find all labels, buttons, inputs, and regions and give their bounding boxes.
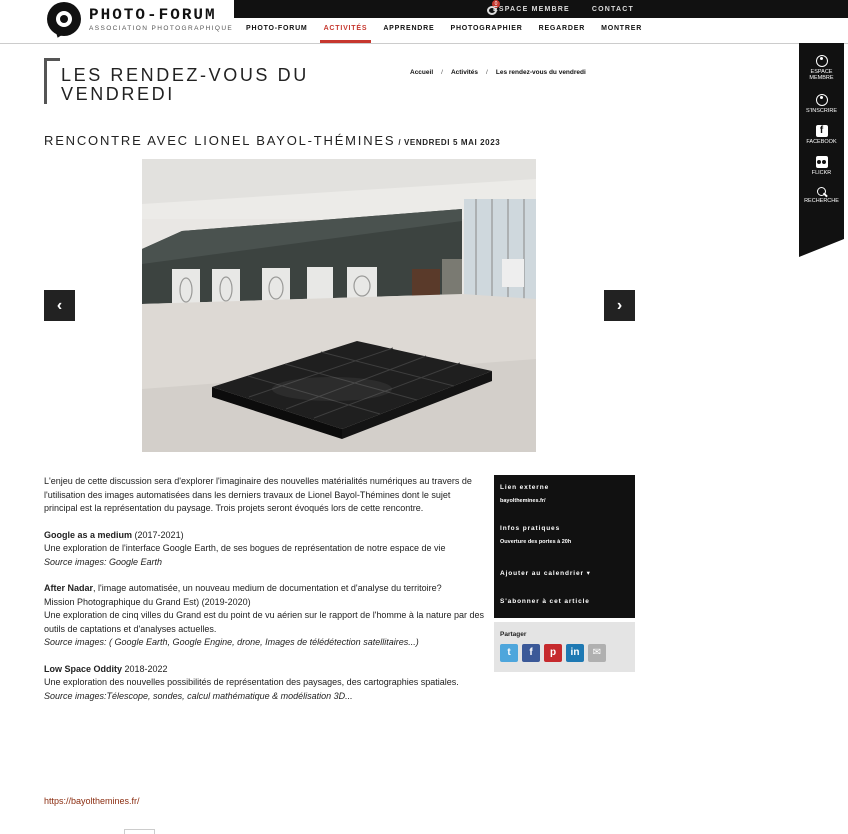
project-google: Google as a medium (2017-2021) Une exploration de l'interface Google Earth, de ses bogues de représentation de notre espace de vie Source images: Google Earth xyxy=(44,529,446,567)
source-line: Source images: ( Google Earth, Google Engine, drone, Images de télédétection satellitaires...) xyxy=(44,637,419,647)
linkedin-icon[interactable]: in xyxy=(566,644,584,662)
breadcrumb-current: Les rendez-vous du vendredi xyxy=(495,69,586,76)
top-bar xyxy=(234,0,848,18)
user-icon xyxy=(816,55,828,67)
title-corner-decoration xyxy=(44,58,60,104)
nav-montrer[interactable]: MONTRER xyxy=(601,25,643,32)
breadcrumb-home[interactable]: Accueil xyxy=(410,69,434,76)
external-link-value[interactable]: bayolthemines.fr/ xyxy=(500,498,546,504)
nav-photographier[interactable]: PHOTOGRAPHIER xyxy=(450,25,523,32)
source-line: Source images: Google Earth xyxy=(44,556,163,567)
subscribe-article-button[interactable]: S'abonner à cet article xyxy=(500,598,590,605)
logo[interactable] xyxy=(45,0,235,42)
practical-info-value: Ouverture des portes à 20h xyxy=(500,539,572,545)
side-inscrire[interactable] xyxy=(799,94,844,114)
side-flickr[interactable] xyxy=(799,156,844,176)
top-link-espace-membre[interactable]: ESPACE MEMBRE xyxy=(492,5,570,13)
nav-photo-forum[interactable]: PHOTO-FORUM xyxy=(246,25,308,32)
flickr-icon xyxy=(816,156,828,168)
nav-regarder[interactable]: REGARDER xyxy=(538,25,586,32)
side-label: ESPACE MEMBRE xyxy=(809,69,834,81)
logo-name: PHOTO-FORUM xyxy=(89,6,217,24)
user-add-icon xyxy=(816,94,828,106)
project-title: Low Space Oddity xyxy=(44,663,123,674)
search-icon xyxy=(817,187,826,196)
side-espace-membre[interactable] xyxy=(799,55,844,81)
main-nav xyxy=(238,20,650,44)
side-panel-tip xyxy=(799,239,844,257)
gallery-prev-button[interactable]: ‹ xyxy=(44,290,75,321)
article-body xyxy=(44,475,484,716)
event-title: RENCONTRE AVEC LIONEL BAYOL-THÉMINES xyxy=(44,133,396,148)
info-box xyxy=(494,475,635,618)
header-divider xyxy=(0,43,848,44)
breadcrumb: Accueil / Activités / Les rendez-vous du vendredi xyxy=(410,69,586,76)
facebook-share-icon[interactable]: f xyxy=(522,644,540,662)
external-link[interactable]: https://bayolthemines.fr/ xyxy=(44,796,140,806)
page-title: LES RENDEZ-VOUS DU VENDREDI xyxy=(61,65,309,104)
side-label: FACEBOOK xyxy=(806,139,837,145)
side-label: RECHERCHE xyxy=(804,198,839,204)
cart-count-badge: 0 xyxy=(492,0,500,8)
add-calendar-button[interactable]: Ajouter au calendrier ▾ xyxy=(500,570,591,577)
side-label: S'INSCRIRE xyxy=(806,108,837,114)
twitter-icon[interactable]: t xyxy=(500,644,518,662)
logo-subtitle: ASSOCIATION PHOTOGRAPHIQUE xyxy=(89,25,234,32)
project-low-space: Low Space Oddity 2018-2022 Une exploration des nouvelles possibilités de représentation des paysages, des cartographies spatiales. Source images:Télescope, sondes, calcul mathématique & modélisation 3D... xyxy=(44,663,459,701)
external-link-label: Lien externe xyxy=(500,484,550,491)
gallery-next-button[interactable]: › xyxy=(604,290,635,321)
event-heading xyxy=(44,133,500,148)
share-label: Partager xyxy=(500,631,527,638)
project-title: After Nadar xyxy=(44,583,94,593)
facebook-icon: f xyxy=(816,125,828,137)
nav-activites[interactable]: ACTIVITÉS xyxy=(316,20,376,43)
gallery-photo xyxy=(142,159,536,452)
intro-paragraph: L'enjeu de cette discussion sera d'explorer l'imaginaire des nouvelles matérialités numériques au travers de l'utilisation des images automatisées dans les derniers travaux de Lionel Bayol-Thémines dont le sujet principal est la représentation du paysage. Trois projets seront évoqués lors de cette rencontre. xyxy=(44,476,472,513)
share-box xyxy=(494,622,635,672)
page-footer-stub xyxy=(124,829,155,834)
nav-apprendre[interactable]: APPRENDRE xyxy=(383,25,435,32)
email-icon[interactable]: ✉ xyxy=(588,644,606,662)
side-panel xyxy=(799,43,844,239)
event-date: / VENDREDI 5 MAI 2023 xyxy=(398,138,501,147)
side-recherche[interactable] xyxy=(799,187,844,204)
project-nadar: After Nadar, l'image automatisée, un nouveau medium de documentation et d'analyse du territoire? Mission Photographique du Grand Est) (2019-2020) Une exploration de cinq villes du Grand est du point de vu aérien sur le rapport de l'homme à la nature par des outils de captations et d'analyses actuelles. Source images: ( Google Earth, Google Engine, drone, Images de télédétection satellitaires...) xyxy=(44,583,484,647)
side-facebook[interactable] xyxy=(799,125,844,145)
source-line: Source images:Télescope, sondes, calcul mathématique & modélisation 3D... xyxy=(44,690,353,701)
practical-info-label: Infos pratiques xyxy=(500,525,561,532)
pinterest-icon[interactable]: p xyxy=(544,644,562,662)
top-link-contact[interactable]: CONTACT xyxy=(591,5,634,13)
project-title: Google as a medium xyxy=(44,529,133,540)
side-label: FLICKR xyxy=(811,170,832,176)
breadcrumb-activites[interactable]: Activités xyxy=(450,69,479,76)
